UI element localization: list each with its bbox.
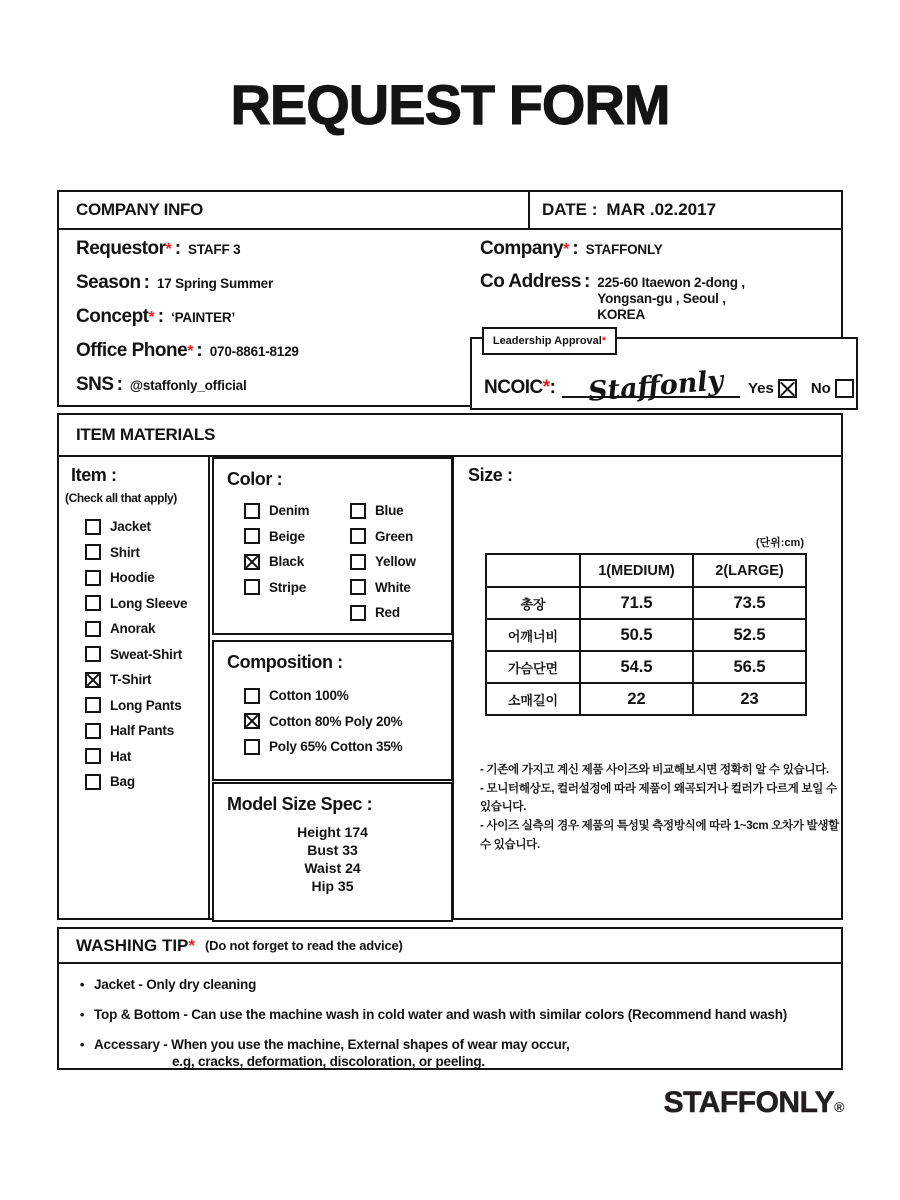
model-bust: Bust 33 — [307, 841, 358, 858]
checkbox-icon[interactable] — [350, 503, 366, 519]
model-size-lines — [214, 824, 451, 896]
size-row-label: 가슴단면 — [486, 651, 580, 683]
composition-options — [244, 688, 402, 754]
field-label: Season — [76, 272, 141, 293]
leadership-approval-label: Leadership Approval — [492, 335, 602, 347]
size-row-label: 소매길이 — [486, 683, 580, 715]
checkbox-icon[interactable] — [244, 503, 260, 519]
ncoic-label: NCOIC — [484, 377, 543, 398]
option-label: Black — [269, 554, 305, 569]
model-waist: Waist 24 — [304, 859, 361, 876]
checkbox-icon[interactable] — [85, 672, 101, 688]
color-column-1 — [244, 503, 309, 595]
field-concept — [76, 306, 299, 328]
size-table-corner — [486, 554, 580, 587]
checkbox-icon[interactable] — [85, 570, 101, 586]
checkbox-icon[interactable] — [350, 579, 366, 595]
yes-checkbox[interactable] — [778, 379, 797, 398]
size-value-large: 56.5 — [693, 651, 806, 683]
item-option-sweat-shirt[interactable] — [85, 647, 208, 662]
field-sns — [76, 374, 299, 396]
item-option-hoodie[interactable] — [85, 570, 208, 585]
tip-line: Top & Bottom - Can use the machine wash in cold water and wash with similar colors (Recommend hand wash) — [94, 1006, 788, 1022]
company-info-header — [59, 192, 841, 230]
checkbox-icon[interactable] — [350, 605, 366, 621]
field-office-phone — [76, 340, 299, 362]
checkbox-icon[interactable] — [244, 713, 260, 729]
field-label: Co Address — [480, 271, 581, 292]
checkbox-icon[interactable] — [244, 739, 260, 755]
checkbox-icon[interactable] — [85, 544, 101, 560]
option-label: Bag — [110, 774, 135, 789]
size-col-medium: 1(MEDIUM) — [580, 554, 693, 587]
composition-title: Composition : — [227, 652, 343, 672]
item-option-long-sleeve[interactable] — [85, 596, 208, 611]
colon: : — [157, 306, 165, 327]
required-asterisk: * — [601, 335, 607, 347]
size-row-shoulder — [486, 619, 806, 651]
required-asterisk: * — [187, 343, 194, 360]
size-row-label: 어깨너비 — [486, 619, 580, 651]
composition-option-cotton100[interactable] — [244, 688, 402, 703]
option-label: Denim — [269, 503, 310, 518]
size-value-medium: 54.5 — [580, 651, 693, 683]
date-cell — [528, 192, 841, 228]
signature: Staffonly — [586, 365, 725, 408]
field-value: @staffonly_official — [129, 378, 247, 393]
option-label: Poly 65% Cotton 35% — [269, 739, 403, 754]
model-size-title: Model Size Spec : — [227, 794, 373, 814]
option-label: White — [375, 579, 411, 595]
option-label: T-Shirt — [110, 672, 152, 687]
checkbox-icon[interactable] — [85, 621, 101, 637]
bullet-icon: • — [79, 977, 85, 992]
washing-tip-title: WASHING TIP — [76, 935, 189, 955]
item-option-shirt[interactable] — [85, 545, 208, 560]
checkbox-icon[interactable] — [85, 697, 101, 713]
yes-label: Yes — [747, 380, 774, 397]
washing-tip-item — [75, 1037, 827, 1071]
option-label: Red — [375, 605, 400, 620]
item-materials-body — [59, 457, 841, 918]
tip-line-2: e.g, cracks, deformation, discoloration, or peeling. — [172, 1053, 485, 1069]
washing-tip-subtitle: (Do not forget to read the advice) — [205, 938, 403, 953]
color-box — [212, 457, 453, 635]
required-asterisk: * — [148, 309, 155, 326]
colon: : — [549, 377, 556, 398]
field-label: Company — [480, 238, 564, 259]
checkbox-icon[interactable] — [244, 554, 260, 570]
page-title: REQUEST FORM — [230, 73, 670, 136]
field-co-address — [480, 271, 745, 324]
color-option-yellow[interactable] — [350, 554, 416, 569]
leadership-approval-tag — [482, 327, 617, 355]
item-materials-header — [59, 415, 841, 457]
size-value-medium: 22 — [580, 683, 693, 715]
size-table-header-row — [486, 554, 806, 587]
item-option-t-shirt[interactable] — [85, 672, 208, 687]
color-option-green[interactable] — [350, 529, 416, 544]
item-option-half-pants[interactable] — [85, 723, 208, 738]
color-title: Color : — [227, 469, 283, 489]
address-line: 225-60 Itaewon 2-dong , — [597, 275, 745, 290]
item-options-list — [85, 519, 208, 789]
option-label: Jacket — [110, 519, 151, 534]
address-line: KOREA — [597, 307, 646, 323]
item-materials-section — [57, 413, 843, 920]
checkbox-icon[interactable] — [85, 595, 101, 611]
field-label: Office Phone — [76, 340, 188, 361]
item-option-hat[interactable] — [85, 749, 208, 764]
item-option-anorak[interactable] — [85, 621, 208, 636]
size-note-1: - 기존에 가지고 계신 제품 사이즈와 비교해보시면 정확히 알 수 있습니다. — [480, 764, 829, 776]
approval-yes — [748, 379, 854, 398]
composition-option-cotton80-poly20[interactable] — [244, 714, 402, 729]
washing-tip-item — [75, 1007, 827, 1024]
tip-line: Accessary - When you use the machine, External shapes of wear may occur, — [94, 1036, 570, 1052]
signature-line[interactable] — [562, 365, 740, 408]
option-label: Cotton 100% — [269, 688, 349, 703]
checkbox-icon[interactable] — [85, 519, 101, 535]
company-right-fields — [480, 238, 745, 324]
model-hip: Hip 35 — [311, 877, 354, 894]
bullet-icon: • — [79, 1006, 85, 1022]
option-label: Sweat-Shirt — [110, 646, 183, 662]
item-option-bag[interactable] — [85, 774, 208, 789]
size-row-chest — [486, 651, 806, 683]
item-subtitle: (Check all that apply) — [65, 491, 177, 505]
option-label: Shirt — [110, 544, 140, 560]
option-label: Hoodie — [110, 570, 155, 585]
field-season — [76, 272, 299, 294]
size-note-2: - 모니터해상도, 컬러설정에 따라 제품이 왜곡되거나 컬러가 다르게 보일 수 있습니다. — [480, 782, 837, 814]
checkbox-icon[interactable] — [244, 528, 260, 544]
date-label: DATE : — [542, 200, 598, 219]
color-option-red[interactable] — [350, 605, 416, 620]
field-value: 17 Spring Summer — [156, 276, 274, 291]
size-row-sleeve — [486, 683, 806, 715]
checkbox-icon[interactable] — [85, 748, 101, 764]
color-column-2 — [350, 503, 416, 620]
required-asterisk: * — [165, 241, 172, 258]
tip-line: Jacket - Only dry cleaning — [94, 977, 257, 992]
composition-box — [212, 640, 453, 781]
required-asterisk: * — [542, 377, 550, 398]
address-lines — [597, 275, 745, 324]
checkbox-icon[interactable] — [244, 579, 260, 595]
no-checkbox[interactable] — [835, 379, 854, 398]
washing-tip-text — [94, 1007, 787, 1024]
item-materials-title: ITEM MATERIALS — [76, 425, 216, 444]
field-value: STAFF 3 — [188, 242, 241, 257]
company-left-fields — [76, 238, 299, 396]
size-row-total-length — [486, 587, 806, 619]
size-row-label: 총장 — [486, 587, 580, 619]
washing-tip-text — [94, 977, 256, 994]
registered-mark: ® — [834, 1099, 844, 1115]
color-option-denim[interactable] — [244, 503, 309, 518]
color-option-blue[interactable] — [350, 503, 416, 518]
size-column — [452, 457, 841, 918]
item-option-long-pants[interactable] — [85, 698, 208, 713]
item-option-jacket[interactable] — [85, 519, 208, 534]
field-value: STAFFONLY — [585, 242, 663, 257]
checkbox-icon[interactable] — [85, 774, 101, 790]
option-label: Beige — [269, 528, 305, 544]
field-label: Concept — [76, 306, 149, 327]
size-title: Size : — [468, 465, 513, 485]
checkbox-icon[interactable] — [350, 528, 366, 544]
colon: : — [196, 340, 203, 361]
colon: : — [583, 271, 591, 292]
option-label: Cotton 80% Poly 20% — [269, 713, 403, 729]
option-label: Half Pants — [110, 723, 175, 738]
field-label: SNS — [76, 374, 114, 395]
item-column — [59, 457, 210, 918]
washing-tip-text — [94, 1037, 570, 1071]
size-table — [485, 553, 807, 716]
size-unit-note: (단위:cm) — [755, 537, 804, 549]
colon: : — [116, 374, 123, 395]
composition-option-poly65-cotton35[interactable] — [244, 739, 402, 754]
size-value-large: 73.5 — [693, 587, 806, 619]
field-value: 070-8861-8129 — [209, 344, 299, 359]
field-value: ‘PAINTER’ — [171, 310, 236, 325]
washing-tip-item — [75, 977, 827, 994]
field-company — [480, 238, 745, 260]
required-asterisk: * — [563, 241, 570, 258]
checkbox-icon[interactable] — [85, 646, 101, 662]
date-value: MAR .02.2017 — [606, 200, 717, 219]
brand-name: STAFFONLY — [663, 1086, 835, 1119]
size-notes — [480, 761, 841, 854]
checkbox-icon[interactable] — [85, 723, 101, 739]
field-requestor — [76, 238, 299, 260]
option-label: Stripe — [269, 579, 307, 595]
option-label: Anorak — [110, 621, 156, 636]
option-label: Blue — [375, 503, 404, 518]
option-label: Hat — [110, 748, 132, 764]
model-size-box — [212, 782, 453, 922]
brand-logo — [664, 1086, 844, 1120]
washing-tip-body — [59, 964, 841, 1071]
color-option-beige[interactable] — [244, 529, 309, 544]
option-label: Green — [375, 528, 414, 544]
washing-tip-header — [59, 929, 841, 964]
color-option-stripe[interactable] — [244, 580, 309, 595]
company-info-title: COMPANY INFO — [76, 200, 204, 219]
colon: : — [174, 238, 182, 259]
color-option-white[interactable] — [350, 580, 416, 595]
size-value-large: 23 — [693, 683, 806, 715]
required-asterisk: * — [188, 935, 196, 955]
bullet-icon: • — [79, 1036, 85, 1052]
company-info-section — [57, 190, 843, 407]
size-value-large: 52.5 — [693, 619, 806, 651]
address-line: Yongsan-gu , Seoul , — [597, 291, 726, 307]
option-label: Long Pants — [110, 697, 182, 713]
checkbox-icon[interactable] — [350, 554, 366, 570]
size-col-large: 2(LARGE) — [693, 554, 806, 587]
field-label: Requestor — [76, 238, 166, 259]
no-label: No — [810, 380, 831, 397]
model-height: Height 174 — [297, 824, 368, 840]
color-option-black[interactable] — [244, 554, 309, 569]
colon: : — [143, 272, 150, 293]
option-label: Yellow — [375, 554, 416, 569]
washing-tip-section — [57, 927, 843, 1070]
size-value-medium: 71.5 — [580, 587, 693, 619]
size-note-3: - 사이즈 실측의 경우 제품의 특성및 측정방식에 따라 1~3cm 오차가 발생할 수 있습니다. — [480, 819, 839, 851]
colon: : — [572, 238, 579, 259]
checkbox-icon[interactable] — [244, 688, 260, 704]
item-title: Item : — [71, 465, 117, 485]
size-value-medium: 50.5 — [580, 619, 693, 651]
option-label: Long Sleeve — [110, 595, 188, 611]
